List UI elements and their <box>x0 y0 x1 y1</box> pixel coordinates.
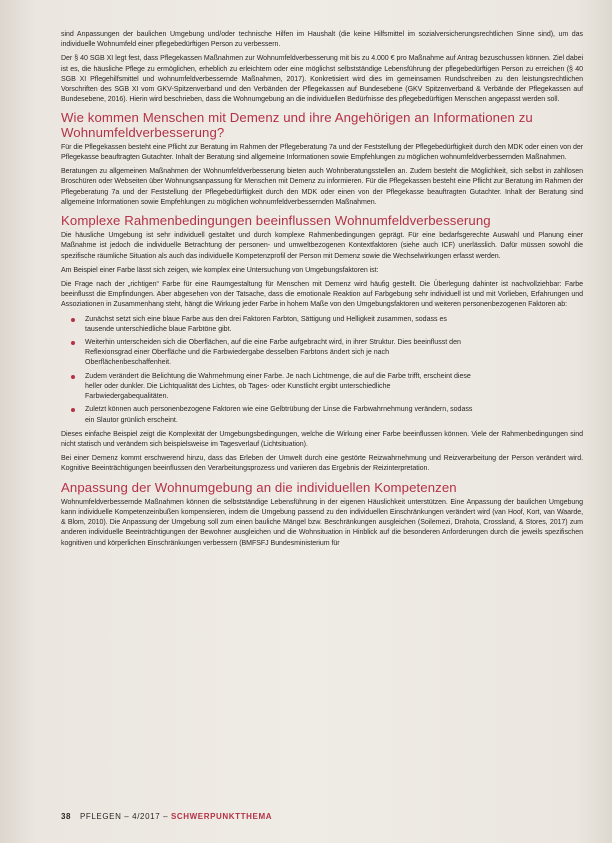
bullet-dot-icon <box>71 341 75 345</box>
page-footer <box>61 812 272 821</box>
section-label: SCHWERPUNKTTHEMA <box>170 812 273 821</box>
list-item <box>79 338 474 369</box>
journal-issue: PFLEGEN – 4/2017 – <box>79 812 169 821</box>
section1-paragraph-1: Für die Pflegekassen besteht eine Pflicht zur Beratung im Rahmen der Pflegeberatung 7a und der Feststellung der Pflegebedürftigkeit durch den MDK oder einen von der Pflegekasse beauftragten Gutachter. Inhalt der Beratung sind allgemeine Informationen sowie Empfehlungen zu möglichen wohnumfeldverbessernden Maßnahmen. <box>61 143 583 162</box>
bullet-dot-icon <box>71 408 75 412</box>
section2-paragraph-2: Am Beispiel einer Farbe lässt sich zeigen, wie komplex eine Untersuchung von Umgebungsfaktoren ist: <box>61 266 379 274</box>
section3-paragraph-1: Wohnumfeldverbessernde Maßnahmen können die selbstständige Lebensführung in der eigenen Häuslichkeit unterstützen. Eine Anpassung der baulichen Umgebung kann individuelle Kompetenzeinbußen kompensieren, indem die Umgebung passend zu den individuellen Einschränkungen verändert wird (van Hoof, Kort, van Waarde, & Blom, 2010). Die Anpassung der Umgebung soll zum einen bauliche Mängel bzw. Beschränkungen ausgleichen (Soilemezi, Drahota, Crossland, & Stores, 2017) zum anderen individuelle Beeinträchtigungen der Bewohner ausgleichen und die Wohnsituation in Hinblick auf die besonderen Anforderungen durch die jeweils spezifischen kognitiven und körperlichen Einschränkungen verbessern (BMFSFJ Bundesministerium für <box>61 498 583 547</box>
section2-paragraph-4: Dieses einfache Beispiel zeigt die Komplexität der Umgebungsbedingungen, welche die Wirkung einer Farbe beeinflussen können. Viele der Rahmenbedingungen sind nicht statisch und verändern sich beispielsweise im Tagesverlauf (Lichtsituation). <box>61 430 583 448</box>
list-item <box>79 315 474 335</box>
list-item <box>79 372 474 403</box>
section-heading-information: Wie kommen Menschen mit Demenz und ihre Angehörigen an Informationen zu Wohnumfeldverbesserung? <box>61 110 533 140</box>
list-item-text: Weiterhin unterscheiden sich die Oberflächen, auf die eine Farbe aufgebracht wird, in ihrer Struktur. Dies beeinflusst den Reflexionsgrad einer Oberfläche und die Farbwiedergabe desselben Farbtons ändert sich je nach Oberflächenbeschaffenheit. <box>85 339 461 367</box>
intro-paragraph-1: sind Anpassungen der baulichen Umgebung und/oder technische Hilfen im Haushalt (die keine Hilfsmittel im sozialversicherungsrechtlichen Sinne sind), um das individuelle Wohnumfeld einer pflegebedürftigen Person zu verbessern. <box>61 31 583 49</box>
article-body <box>61 30 583 553</box>
list-item-text: Zudem verändert die Belichtung die Wahrnehmung einer Farbe. Je nach Lichtmenge, die auf die Farbe trifft, erscheint diese heller oder dunkler. Die Lichtqualität des Lichtes, ob Tages- oder Kunstlicht ergibt unterschiedliche Farbwiedergabequalitäten. <box>85 372 471 401</box>
section-heading-framework: Komplexe Rahmenbedingungen beeinflussen Wohnumfeldverbesserung <box>61 213 491 229</box>
factor-list <box>61 315 474 426</box>
section-heading-adaptation: Anpassung der Wohnumgebung an die individuellen Kompetenzen <box>61 479 457 495</box>
list-item <box>79 405 474 425</box>
intro-paragraph-2: Der § 40 SGB XI legt fest, dass Pflegekassen Maßnahmen zur Wohnumfeldverbesserung mit bis zu 4.000 € pro Maßnahme auf Antrag bezuschussen können. Ziel dabei ist es, die häusliche Pflege zu ermöglichen, erheblich zu erleichtern oder eine möglichst selbstständige Lebensführung der pflegebedürftigen Person zu erreichen (§ 40 SGB XI Pflegehilfsmittel und wohnumfeldverbessernde Maßnahmen, 2017). Konkretisiert wird dies im gemeinsamen Rundschreiben zu den leistungsrechtlichen Vorschriften des SGB XI vom GKV-Spitzenverband und den Verbänden der Pflegekassen auf Bundesebene (GKV Spitzenverband & Verbände der Pflegekassen auf Bundesebene, 2016). Hierin wird beschrieben, dass die Wohnumgebung an die individuellen Bedürfnisse des pflegebedürftigen Menschen angepasst werden soll. <box>61 55 583 104</box>
list-item-text: Zuletzt können auch personenbezogene Faktoren wie eine Gelbtrübung der Linse die Farbwahrnehmung verändern, sodass ein Slautor grünlich erscheint. <box>85 406 473 424</box>
section2-paragraph-3: Die Frage nach der „richtigen“ Farbe für eine Raumgestaltung für Menschen mit Demenz wird häufig gestellt. Die Überlegung dahinter ist nachvollziehbar: Farbe beeinflusst die Empfindungen. Aber abgesehen von der Tatsache, dass die emotionale Reaktion auf Farbgebung sehr individuell ist und mit Vorlieben, Erfahrungen und Assoziationen in Zusammenhang steht, hängt die Wirkung jeder Farbe in hohem Maße von den Umgebungsfaktoren und weiteren personenbezogenen Faktoren ab: <box>61 281 583 309</box>
bullet-dot-icon <box>71 318 75 322</box>
bullet-dot-icon <box>71 375 75 379</box>
section2-paragraph-1: Die häusliche Umgebung ist sehr individuell gestaltet und durch komplexe Rahmenbedingungen geprägt. Für eine bedarfsgerechte Auswahl und Planung einer Maßnahme ist jedoch die individuelle Betrachtung der personen- und umweltbezogenen Kontextfaktoren (siehe auch ICF) unerlässlich. Dafür müssen sowohl die spezifische räumliche Situation als auch das individuelle Kompetenzprofil der Person mit Demenz sowie die Wechselwirkungen erfasst werden. <box>61 232 583 260</box>
list-item-text: Zunächst setzt sich eine blaue Farbe aus den drei Faktoren Farbton, Sättigung und Helligkeit zusammen, sodass es tausende unterschiedliche blaue Farbtöne gibt. <box>85 315 447 333</box>
section2-paragraph-5: Bei einer Demenz kommt erschwerend hinzu, dass das Erleben der Umwelt durch eine gestörte Reizwahrnehmung und Reizverarbeitung der Person verändert wird. Kognitive Beeinträchtigungen beeinflussen den Verarbeitungsprozess und variieren das Ergebnis der Reizinterpretation. <box>61 455 583 473</box>
page-number: 38 <box>61 812 72 821</box>
section1-paragraph-2: Beratungen zu allgemeinen Maßnahmen der Wohnumfeldverbesserung bieten auch Wohnberatungsstellen an. Zudem besteht die Möglichkeit, sich selbst in zahllosen Broschüren oder Webseiten über Wohnungsanpassung für Menschen mit Demenz zu informieren. Für die Pflegekassen besteht eine Pflicht zur Beratung im Rahmen der Pflegeberatung 7a und der Feststellung der Pflegebedürftigkeit durch den MDK oder einen von der Pflegekasse beauftragten Gutachter. Inhalt der Beratung sind allgemeine Informationen sowie Empfehlungen zu möglichen wohnumfeldverbessernden Maßnahmen. <box>61 168 583 206</box>
